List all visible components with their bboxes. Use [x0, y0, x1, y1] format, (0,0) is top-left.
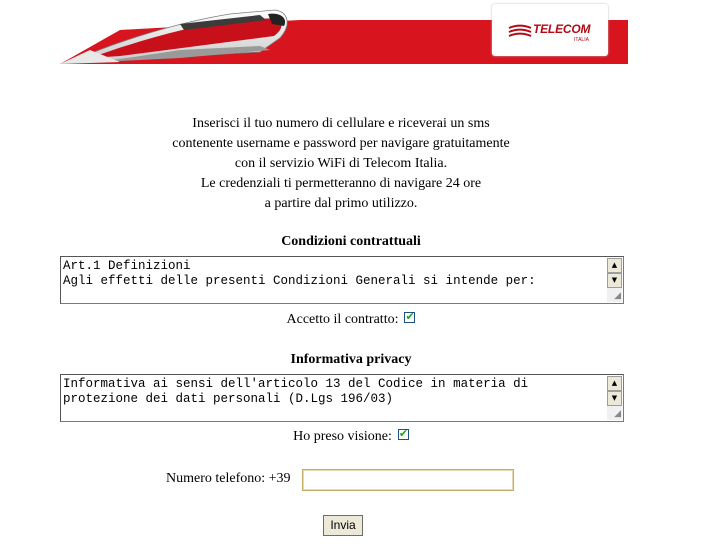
telecom-logo	[492, 4, 608, 56]
terms-line: Art.1 Definizioni	[63, 259, 191, 273]
phone-number-input[interactable]	[302, 469, 514, 491]
privacy-accept-label: Ho preso visione:	[293, 429, 392, 444]
intro-line: con il servizio WiFi di Telecom Italia.	[234, 156, 448, 171]
header-banner	[60, 0, 628, 64]
privacy-accept-row	[0, 429, 702, 445]
privacy-line: protezione dei dati personali (D.Lgs 196/03)	[63, 392, 394, 406]
terms-text	[63, 259, 605, 289]
phone-label: Numero telefono: +39	[166, 471, 291, 486]
privacy-title: Informativa privacy	[290, 352, 412, 367]
telecom-wave-icon	[508, 24, 532, 40]
scroll-down-arrow-icon[interactable]: ▼	[607, 391, 622, 406]
logo-text: TELECOM	[533, 22, 591, 36]
terms-accept-checkbox[interactable]	[404, 312, 415, 323]
intro-line: contenente username e password per navigare gratuitamente	[172, 136, 510, 151]
checkmark-icon: ✔	[398, 427, 409, 441]
intro-text	[120, 114, 562, 214]
privacy-line: Informativa ai sensi dell'articolo 13 del Codice in materia di	[63, 377, 529, 391]
scroll-up-arrow-icon[interactable]: ▲	[607, 258, 622, 273]
intro-line: Le credenziali ti permetteranno di navigare 24 ore	[200, 176, 482, 191]
scroll-down-arrow-icon[interactable]: ▼	[607, 273, 622, 288]
terms-line: Agli effetti delle presenti Condizioni Generali si intende per:	[63, 274, 536, 288]
privacy-accept-checkbox[interactable]	[398, 429, 409, 440]
submit-button[interactable]: Invia	[323, 515, 363, 536]
privacy-textarea[interactable]	[60, 374, 624, 422]
terms-textarea[interactable]	[60, 256, 624, 304]
scroll-up-arrow-icon[interactable]: ▲	[607, 376, 622, 391]
intro-line: a partire dal primo utilizzo.	[264, 196, 418, 211]
resize-grip-icon[interactable]: ◢	[614, 291, 621, 301]
logo-subtext: ITALIA	[574, 37, 589, 43]
checkmark-icon: ✔	[405, 310, 415, 324]
terms-accept-label: Accetto il contratto:	[286, 312, 399, 327]
resize-grip-icon[interactable]: ◢	[614, 409, 621, 419]
privacy-text	[63, 377, 605, 407]
terms-title: Condizioni contrattuali	[281, 234, 421, 249]
terms-accept-row	[0, 312, 702, 328]
intro-line: Inserisci il tuo numero di cellulare e riceverai un sms	[192, 116, 490, 131]
train-image	[60, 0, 300, 64]
